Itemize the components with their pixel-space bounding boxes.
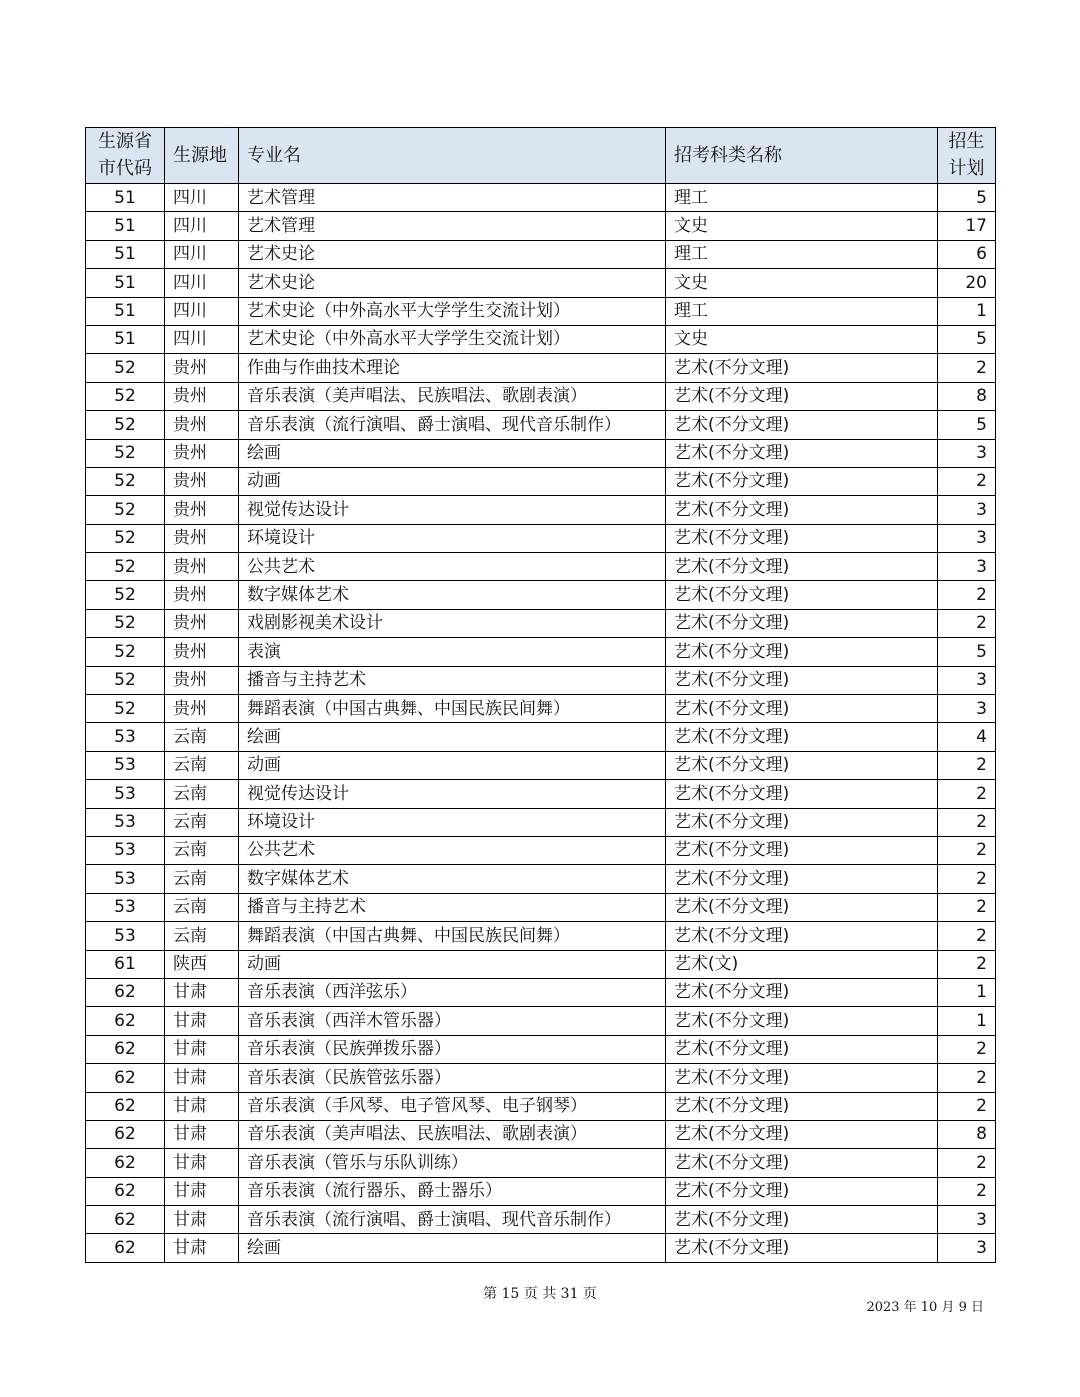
cell-major: 音乐表演（管乐与乐队训练） xyxy=(239,1149,666,1177)
cell-major: 音乐表演（流行演唱、爵士演唱、现代音乐制作） xyxy=(239,1206,666,1234)
document-date: 2023 年 10 月 9 日 xyxy=(866,1300,984,1315)
cell-province-code: 51 xyxy=(86,325,165,353)
cell-category: 艺术(不分文理) xyxy=(666,354,938,382)
cell-province-code: 62 xyxy=(86,1120,165,1148)
table-row xyxy=(86,695,996,723)
cell-plan: 2 xyxy=(938,467,996,495)
cell-major: 音乐表演（民族管弦乐器） xyxy=(239,1064,666,1092)
table-row xyxy=(86,751,996,779)
cell-major: 环境设计 xyxy=(239,524,666,552)
cell-major: 舞蹈表演（中国古典舞、中国民族民间舞） xyxy=(239,695,666,723)
cell-plan: 3 xyxy=(938,496,996,524)
table-row xyxy=(86,609,996,637)
cell-plan: 2 xyxy=(938,780,996,808)
cell-province-code: 53 xyxy=(86,751,165,779)
table-row xyxy=(86,1064,996,1092)
cell-plan: 2 xyxy=(938,1064,996,1092)
cell-category: 艺术(不分文理) xyxy=(666,922,938,950)
cell-category: 艺术(不分文理) xyxy=(666,978,938,1006)
table-row xyxy=(86,978,996,1006)
cell-category: 艺术(不分文理) xyxy=(666,1177,938,1205)
cell-region: 甘肃 xyxy=(165,1149,239,1177)
cell-category: 文史 xyxy=(666,269,938,297)
cell-region: 陕西 xyxy=(165,950,239,978)
cell-major: 艺术史论（中外高水平大学学生交流计划） xyxy=(239,297,666,325)
cell-province-code: 51 xyxy=(86,240,165,268)
cell-plan: 2 xyxy=(938,1177,996,1205)
cell-plan: 3 xyxy=(938,439,996,467)
cell-province-code: 52 xyxy=(86,695,165,723)
cell-region: 四川 xyxy=(165,240,239,268)
cell-region: 甘肃 xyxy=(165,1035,239,1063)
cell-plan: 5 xyxy=(938,638,996,666)
cell-category: 艺术(不分文理) xyxy=(666,751,938,779)
cell-category: 艺术(不分文理) xyxy=(666,865,938,893)
cell-category: 艺术(不分文理) xyxy=(666,1007,938,1035)
cell-plan: 2 xyxy=(938,865,996,893)
cell-region: 贵州 xyxy=(165,524,239,552)
cell-category: 艺术(文) xyxy=(666,950,938,978)
table-row xyxy=(86,1234,996,1262)
cell-region: 云南 xyxy=(165,723,239,751)
header-category: 招考科类名称 xyxy=(666,128,938,184)
cell-region: 贵州 xyxy=(165,695,239,723)
cell-plan: 5 xyxy=(938,184,996,212)
cell-major: 音乐表演（民族弹拨乐器） xyxy=(239,1035,666,1063)
header-plan xyxy=(938,128,996,184)
cell-province-code: 53 xyxy=(86,922,165,950)
cell-category: 理工 xyxy=(666,184,938,212)
cell-province-code: 52 xyxy=(86,609,165,637)
cell-major: 绘画 xyxy=(239,1234,666,1262)
table-row xyxy=(86,893,996,921)
cell-category: 艺术(不分文理) xyxy=(666,581,938,609)
table-row xyxy=(86,922,996,950)
cell-plan: 2 xyxy=(938,1092,996,1120)
cell-category: 艺术(不分文理) xyxy=(666,524,938,552)
cell-major: 公共艺术 xyxy=(239,836,666,864)
cell-region: 贵州 xyxy=(165,354,239,382)
cell-category: 艺术(不分文理) xyxy=(666,1035,938,1063)
cell-region: 甘肃 xyxy=(165,1120,239,1148)
cell-province-code: 62 xyxy=(86,1092,165,1120)
table-row xyxy=(86,666,996,694)
table-row xyxy=(86,467,996,495)
cell-category: 艺术(不分文理) xyxy=(666,666,938,694)
cell-plan: 8 xyxy=(938,1120,996,1148)
cell-category: 艺术(不分文理) xyxy=(666,893,938,921)
cell-plan: 3 xyxy=(938,695,996,723)
cell-region: 贵州 xyxy=(165,553,239,581)
cell-category: 艺术(不分文理) xyxy=(666,1064,938,1092)
header-province-code-label: 生源省 市代码 xyxy=(98,131,152,179)
cell-region: 云南 xyxy=(165,836,239,864)
cell-category: 文史 xyxy=(666,212,938,240)
cell-region: 贵州 xyxy=(165,439,239,467)
cell-major: 表演 xyxy=(239,638,666,666)
cell-major: 视觉传达设计 xyxy=(239,780,666,808)
table-row xyxy=(86,212,996,240)
cell-plan: 3 xyxy=(938,553,996,581)
cell-category: 艺术(不分文理) xyxy=(666,1120,938,1148)
header-province-code xyxy=(86,128,165,184)
cell-province-code: 53 xyxy=(86,808,165,836)
cell-province-code: 52 xyxy=(86,638,165,666)
cell-region: 贵州 xyxy=(165,638,239,666)
table-row xyxy=(86,411,996,439)
table-row xyxy=(86,780,996,808)
cell-region: 四川 xyxy=(165,325,239,353)
cell-province-code: 53 xyxy=(86,893,165,921)
cell-region: 甘肃 xyxy=(165,1064,239,1092)
cell-major: 音乐表演（流行器乐、爵士器乐） xyxy=(239,1177,666,1205)
table-row xyxy=(86,496,996,524)
cell-major: 公共艺术 xyxy=(239,553,666,581)
cell-province-code: 51 xyxy=(86,212,165,240)
cell-major: 音乐表演（手风琴、电子管风琴、电子钢琴） xyxy=(239,1092,666,1120)
cell-category: 艺术(不分文理) xyxy=(666,723,938,751)
table-row xyxy=(86,808,996,836)
cell-region: 甘肃 xyxy=(165,978,239,1006)
table-row xyxy=(86,524,996,552)
table-row xyxy=(86,240,996,268)
cell-category: 艺术(不分文理) xyxy=(666,695,938,723)
cell-category: 艺术(不分文理) xyxy=(666,638,938,666)
cell-province-code: 62 xyxy=(86,1149,165,1177)
cell-region: 云南 xyxy=(165,808,239,836)
cell-plan: 2 xyxy=(938,609,996,637)
header-major: 专业名 xyxy=(239,128,666,184)
cell-category: 艺术(不分文理) xyxy=(666,467,938,495)
cell-major: 播音与主持艺术 xyxy=(239,666,666,694)
table-row xyxy=(86,354,996,382)
table-row xyxy=(86,439,996,467)
cell-region: 贵州 xyxy=(165,666,239,694)
cell-region: 云南 xyxy=(165,893,239,921)
cell-major: 音乐表演（美声唱法、民族唱法、歌剧表演） xyxy=(239,1120,666,1148)
cell-province-code: 52 xyxy=(86,524,165,552)
cell-plan: 2 xyxy=(938,1035,996,1063)
cell-province-code: 52 xyxy=(86,354,165,382)
cell-province-code: 53 xyxy=(86,780,165,808)
cell-region: 云南 xyxy=(165,865,239,893)
cell-major: 数字媒体艺术 xyxy=(239,865,666,893)
cell-plan: 2 xyxy=(938,354,996,382)
cell-province-code: 52 xyxy=(86,581,165,609)
cell-province-code: 62 xyxy=(86,1206,165,1234)
cell-major: 动画 xyxy=(239,950,666,978)
cell-major: 艺术史论（中外高水平大学学生交流计划） xyxy=(239,325,666,353)
table-row xyxy=(86,1092,996,1120)
cell-plan: 1 xyxy=(938,297,996,325)
cell-category: 理工 xyxy=(666,240,938,268)
cell-plan: 2 xyxy=(938,1149,996,1177)
cell-province-code: 52 xyxy=(86,467,165,495)
cell-plan: 5 xyxy=(938,411,996,439)
cell-province-code: 52 xyxy=(86,553,165,581)
cell-province-code: 51 xyxy=(86,184,165,212)
cell-plan: 3 xyxy=(938,524,996,552)
table-row xyxy=(86,581,996,609)
cell-province-code: 61 xyxy=(86,950,165,978)
cell-category: 艺术(不分文理) xyxy=(666,1234,938,1262)
cell-province-code: 53 xyxy=(86,865,165,893)
page-number: 第 15 页 共 31 页 xyxy=(483,1286,597,1302)
cell-plan: 6 xyxy=(938,240,996,268)
cell-plan: 3 xyxy=(938,1206,996,1234)
cell-province-code: 52 xyxy=(86,496,165,524)
cell-major: 艺术管理 xyxy=(239,184,666,212)
cell-plan: 2 xyxy=(938,836,996,864)
table-header-row xyxy=(86,128,996,184)
cell-plan: 20 xyxy=(938,269,996,297)
cell-region: 贵州 xyxy=(165,581,239,609)
table-row xyxy=(86,638,996,666)
cell-province-code: 52 xyxy=(86,382,165,410)
cell-category: 艺术(不分文理) xyxy=(666,1092,938,1120)
table-row xyxy=(86,1149,996,1177)
cell-category: 艺术(不分文理) xyxy=(666,411,938,439)
cell-province-code: 62 xyxy=(86,1035,165,1063)
cell-province-code: 52 xyxy=(86,439,165,467)
cell-province-code: 62 xyxy=(86,1064,165,1092)
cell-plan: 3 xyxy=(938,666,996,694)
table-row xyxy=(86,723,996,751)
cell-category: 艺术(不分文理) xyxy=(666,780,938,808)
cell-major: 舞蹈表演（中国古典舞、中国民族民间舞） xyxy=(239,922,666,950)
cell-plan: 1 xyxy=(938,1007,996,1035)
cell-major: 音乐表演（西洋弦乐） xyxy=(239,978,666,1006)
cell-region: 甘肃 xyxy=(165,1092,239,1120)
table-row xyxy=(86,865,996,893)
table-row xyxy=(86,269,996,297)
cell-major: 戏剧影视美术设计 xyxy=(239,609,666,637)
table-row xyxy=(86,1177,996,1205)
table-row xyxy=(86,382,996,410)
table-row xyxy=(86,1035,996,1063)
cell-plan: 17 xyxy=(938,212,996,240)
cell-category: 理工 xyxy=(666,297,938,325)
cell-region: 四川 xyxy=(165,269,239,297)
cell-major: 艺术史论 xyxy=(239,269,666,297)
cell-plan: 4 xyxy=(938,723,996,751)
table-row xyxy=(86,325,996,353)
table-row xyxy=(86,950,996,978)
cell-province-code: 52 xyxy=(86,411,165,439)
cell-province-code: 52 xyxy=(86,666,165,694)
cell-major: 动画 xyxy=(239,467,666,495)
cell-major: 绘画 xyxy=(239,439,666,467)
cell-major: 音乐表演（流行演唱、爵士演唱、现代音乐制作） xyxy=(239,411,666,439)
table-row xyxy=(86,1206,996,1234)
table-row xyxy=(86,184,996,212)
cell-plan: 5 xyxy=(938,325,996,353)
cell-plan: 2 xyxy=(938,922,996,950)
cell-major: 环境设计 xyxy=(239,808,666,836)
cell-region: 贵州 xyxy=(165,382,239,410)
cell-plan: 8 xyxy=(938,382,996,410)
cell-province-code: 62 xyxy=(86,978,165,1006)
cell-region: 甘肃 xyxy=(165,1007,239,1035)
cell-category: 艺术(不分文理) xyxy=(666,1149,938,1177)
cell-province-code: 62 xyxy=(86,1177,165,1205)
cell-region: 四川 xyxy=(165,297,239,325)
cell-plan: 3 xyxy=(938,1234,996,1262)
cell-region: 贵州 xyxy=(165,496,239,524)
cell-category: 艺术(不分文理) xyxy=(666,553,938,581)
cell-category: 艺术(不分文理) xyxy=(666,609,938,637)
cell-major: 艺术史论 xyxy=(239,240,666,268)
cell-category: 艺术(不分文理) xyxy=(666,1206,938,1234)
cell-region: 云南 xyxy=(165,922,239,950)
cell-major: 音乐表演（西洋木管乐器） xyxy=(239,1007,666,1035)
cell-region: 云南 xyxy=(165,751,239,779)
cell-province-code: 53 xyxy=(86,836,165,864)
cell-major: 动画 xyxy=(239,751,666,779)
cell-category: 艺术(不分文理) xyxy=(666,836,938,864)
table-row xyxy=(86,297,996,325)
cell-region: 贵州 xyxy=(165,467,239,495)
cell-plan: 2 xyxy=(938,808,996,836)
cell-category: 文史 xyxy=(666,325,938,353)
cell-major: 音乐表演（美声唱法、民族唱法、歌剧表演） xyxy=(239,382,666,410)
table-body xyxy=(86,184,996,1263)
cell-plan: 2 xyxy=(938,581,996,609)
header-plan-label: 招生 计划 xyxy=(948,131,985,179)
enrollment-table-container xyxy=(85,127,995,1263)
cell-region: 贵州 xyxy=(165,609,239,637)
cell-province-code: 51 xyxy=(86,269,165,297)
cell-category: 艺术(不分文理) xyxy=(666,382,938,410)
cell-region: 云南 xyxy=(165,780,239,808)
cell-major: 绘画 xyxy=(239,723,666,751)
cell-category: 艺术(不分文理) xyxy=(666,808,938,836)
cell-region: 甘肃 xyxy=(165,1206,239,1234)
cell-category: 艺术(不分文理) xyxy=(666,439,938,467)
cell-major: 作曲与作曲技术理论 xyxy=(239,354,666,382)
enrollment-table xyxy=(85,127,996,1263)
cell-category: 艺术(不分文理) xyxy=(666,496,938,524)
cell-plan: 1 xyxy=(938,978,996,1006)
table-row xyxy=(86,1120,996,1148)
cell-region: 甘肃 xyxy=(165,1234,239,1262)
cell-major: 视觉传达设计 xyxy=(239,496,666,524)
cell-region: 四川 xyxy=(165,184,239,212)
cell-plan: 2 xyxy=(938,950,996,978)
cell-province-code: 53 xyxy=(86,723,165,751)
cell-plan: 2 xyxy=(938,751,996,779)
cell-region: 贵州 xyxy=(165,411,239,439)
header-region: 生源地 xyxy=(165,128,239,184)
table-row xyxy=(86,1007,996,1035)
cell-plan: 2 xyxy=(938,893,996,921)
cell-province-code: 62 xyxy=(86,1007,165,1035)
cell-major: 数字媒体艺术 xyxy=(239,581,666,609)
cell-major: 播音与主持艺术 xyxy=(239,893,666,921)
cell-province-code: 51 xyxy=(86,297,165,325)
cell-region: 甘肃 xyxy=(165,1177,239,1205)
cell-region: 四川 xyxy=(165,212,239,240)
table-row xyxy=(86,553,996,581)
cell-province-code: 62 xyxy=(86,1234,165,1262)
cell-major: 艺术管理 xyxy=(239,212,666,240)
table-row xyxy=(86,836,996,864)
